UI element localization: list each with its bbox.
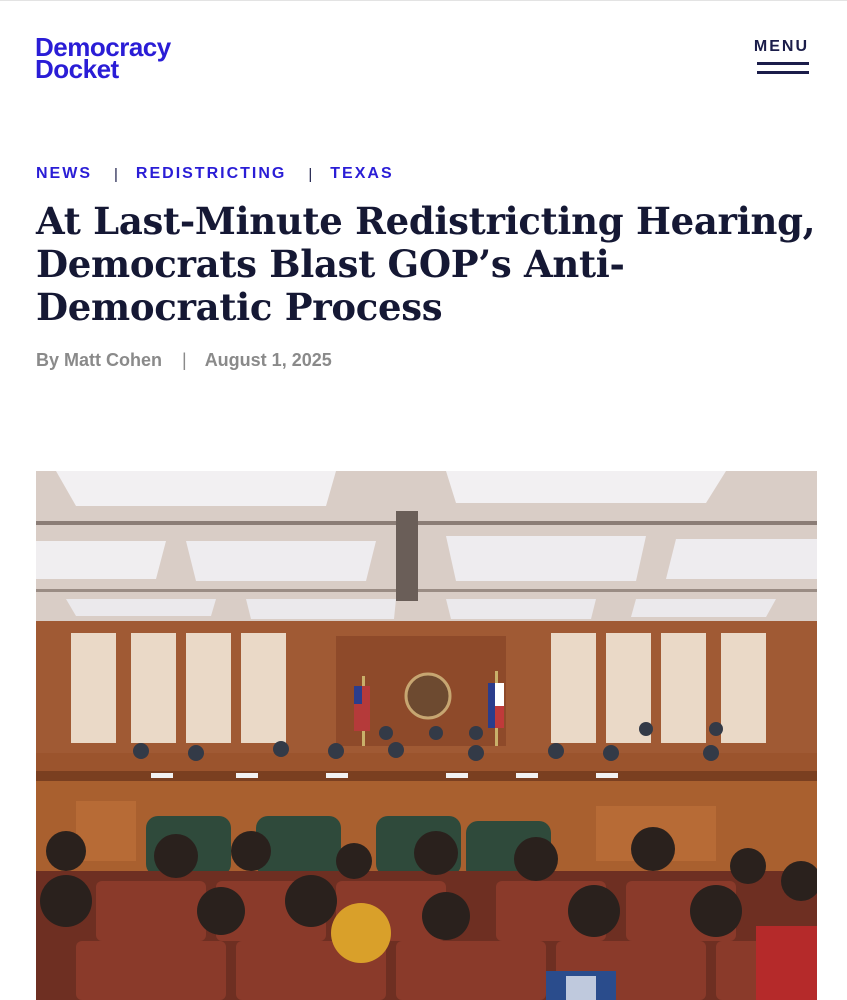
category-link-texas[interactable]: TEXAS [330,165,394,182]
menu-label: MENU [753,38,809,55]
category-breadcrumb [36,165,394,183]
logo-line-2: Docket [35,54,119,84]
menu-button[interactable] [749,38,809,56]
hero-image [36,471,817,1000]
category-link-news[interactable]: NEWS [36,165,92,182]
hearing-room-photo [36,471,817,1000]
top-border [0,0,847,1]
category-separator: | [308,165,313,183]
byline-separator: | [182,350,187,370]
publish-date: August 1, 2025 [204,350,332,370]
logo-line-1: Democracy [35,32,171,62]
hamburger-icon [757,62,809,74]
article-title: At Last-Minute Redistricting Hearing, Democrats Blast GOP’s Anti-Democratic Process [36,199,816,329]
author-name[interactable]: By Matt Cohen [36,350,162,370]
article-byline [36,350,332,371]
category-link-redistricting[interactable]: REDISTRICTING [135,165,287,182]
category-separator: | [114,165,118,183]
site-logo[interactable] [35,32,171,84]
